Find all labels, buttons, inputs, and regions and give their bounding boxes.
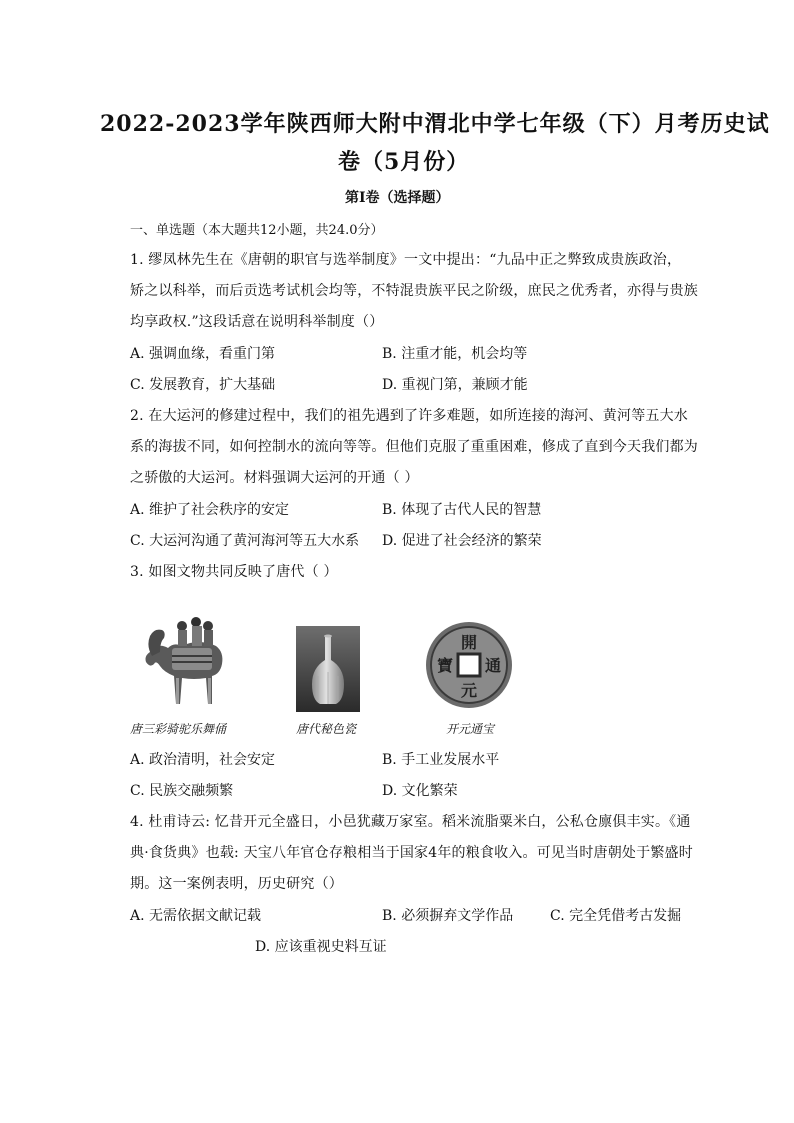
question-2-line-3: 之骄傲的大运河。材料强调大运河的开通（ ） [130,470,419,486]
figure-caption-camel: 唐三彩骑驼乐舞俑 [130,722,227,736]
figure-caption-coin: 开元通宝 [446,722,495,736]
question-1-line-3: 均享政权.”这段话意在说明科举制度（） [130,314,384,330]
question-3-option-b: B. 手工业发展水平 [382,752,500,768]
kaiyuan-coin-image [424,620,514,710]
question-3-option-c: C. 民族交融频繁 [130,783,234,799]
question-4-option-c: C. 完全凭借考古发掘 [550,908,682,924]
question-3-line-1: 3. 如图文物共同反映了唐代（ ） [130,564,338,580]
coin-char-bottom: 元 [460,681,478,700]
question-4-line-2: 典·食货典》也载: 天宝八年官仓存粮相当于国家4年的粮食收入。可见当时唐朝处于繁盛时 [130,845,693,861]
question-3-option-a: A. 政治清明，社会安定 [130,752,276,768]
question-4-line-1: 4. 杜甫诗云: 忆昔开元全盛日，小邑犹藏万家室。稻米流脂粟米白，公私仓廪俱丰实。《通 [130,814,691,830]
question-2-line-1: 2. 在大运河的修建过程中，我们的祖先遇到了许多难题，如所连接的海河、黄河等五大水 [130,408,689,424]
question-1-option-b: B. 注重才能，机会均等 [382,346,528,362]
question-1-line-2: 矫之以科举，而后贡选考试机会均等，不特混贵族平民之阶级，庶民之优秀者，亦得与贵族 [130,283,698,299]
coin-char-left: 寶 [436,656,454,675]
question-2-option-c: C. 大运河沟通了黄河海河等五大水系 [130,533,360,549]
camel-figurine-image [138,612,234,712]
question-4-line-3: 期。这一案例表明，历史研究（） [130,876,343,892]
question-1-option-c: C. 发展教育，扩大基础 [130,377,276,393]
coin-char-top: 開 [460,633,478,652]
question-4-option-d: D. 应该重视史料互证 [255,939,387,955]
question-2-line-2: 系的海拔不同，如何控制水的流向等等。但他们克服了重重困难，修成了直到今天我们都为 [130,439,698,455]
question-2-option-d: D. 促进了社会经济的繁荣 [382,533,542,549]
coin-char-right: 通 [484,656,502,675]
question-3-option-d: D. 文化繁荣 [382,783,458,799]
figure-caption-vase: 唐代秘色瓷 [296,722,357,736]
exam-title-line2: 卷（5月份） [338,149,470,175]
question-2-option-b: B. 体现了古代人民的智慧 [382,502,542,518]
exam-title-line1: 2022-2023学年陕西师大附中渭北中学七年级（下）月考历史试 [100,111,770,137]
section-heading: 一、单选题（本大题共12小题，共24.0分） [130,223,384,238]
question-1-option-a: A. 强调血缘，看重门第 [130,346,276,362]
question-1-option-d: D. 重视门第，兼顾才能 [382,377,528,393]
question-1-line-1: 1. 缪凤林先生在《唐朝的职官与选举制度》一文中提出：“九品中正之弊致成贵族政治， [130,252,682,268]
question-2-option-a: A. 维护了社会秩序的安定 [130,502,290,518]
question-4-option-a: A. 无需依据文献记载 [130,908,262,924]
part-heading: 第I卷（选择题） [345,190,450,206]
question-4-option-b: B. 必须摒弃文学作品 [382,908,514,924]
celadon-vase-image [296,626,360,712]
